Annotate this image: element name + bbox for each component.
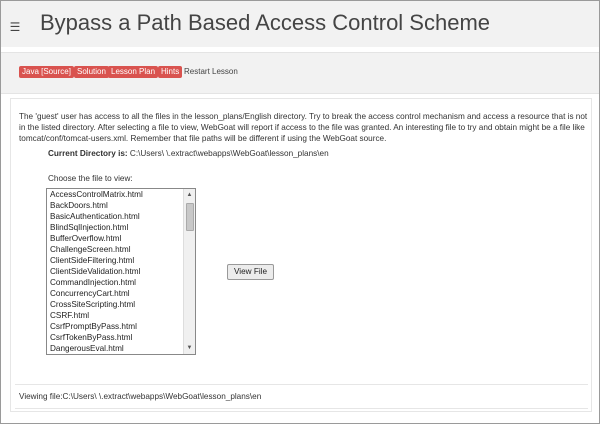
divider [15, 384, 588, 385]
page-title: Bypass a Path Based Access Control Scheme [40, 10, 491, 35]
choose-file-label: Choose the file to view: [48, 174, 133, 183]
file-list-item[interactable]: ConcurrencyCart.html [50, 289, 130, 298]
file-list-item[interactable]: ClientSideFiltering.html [50, 256, 135, 265]
file-list-item[interactable]: DangerousEval.html [50, 344, 124, 353]
lesson-plan-button[interactable]: Lesson Plan [108, 66, 158, 78]
file-list-item[interactable]: BackDoors.html [50, 201, 108, 210]
solution-button[interactable]: Solution [74, 66, 109, 78]
restart-lesson-button[interactable]: Restart Lesson [184, 67, 238, 76]
current-directory-label: Current Directory is: [48, 149, 128, 158]
scrollbar-thumb[interactable] [186, 203, 194, 231]
file-list-item[interactable]: CsrfPromptByPass.html [50, 322, 137, 331]
file-list [47, 189, 181, 354]
file-list-item[interactable]: ChallengeScreen.html [50, 245, 131, 254]
viewing-file-label: Viewing file: [19, 392, 63, 401]
viewing-file-value: C:\Users\ \.extract\webapps\WebGoat\lesson_plans\en [62, 392, 262, 401]
file-list-item[interactable]: BasicAuthentication.html [50, 212, 140, 221]
hints-button[interactable]: Hints [158, 66, 182, 78]
view-file-button[interactable]: View File [227, 264, 274, 280]
file-list-item[interactable]: CSRF.html [50, 311, 90, 320]
file-list-item[interactable]: AccessControlMatrix.html [50, 190, 143, 199]
file-listbox[interactable] [46, 188, 196, 355]
file-list-item[interactable]: ClientSideValidation.html [50, 267, 141, 276]
file-list-item[interactable]: CsrfTokenByPass.html [50, 333, 133, 342]
lesson-toolbar [1, 52, 599, 94]
divider [15, 408, 588, 409]
lesson-description: The 'guest' user has access to all the files in the lesson_plans/English directory. Try to break the access control mechanism and access a resource that is not in the listed directory. After selecting a file to view, WebGoat will report if access to the file was granted. An interesting file to try and obtain might be a file like tomcat/conf/tomcat-users.xml. Remember that file paths will be different if using the WebGoat source. [19, 112, 588, 143]
current-directory-value: C:\Users\ \.extract\webapps\WebGoat\lesson_plans\en [129, 149, 329, 158]
viewing-file [19, 392, 261, 401]
scroll-down-icon[interactable]: ▼ [186, 345, 193, 351]
hamburger-icon[interactable]: ☰ [9, 20, 21, 34]
listbox-scrollbar[interactable] [183, 189, 195, 354]
scroll-up-icon[interactable]: ▲ [186, 192, 193, 198]
page-header [1, 1, 599, 47]
file-list-item[interactable]: CrossSiteScripting.html [50, 300, 136, 309]
current-directory [48, 149, 329, 158]
java-source-button[interactable]: Java [Source] [19, 66, 74, 78]
file-list-item[interactable]: CommandInjection.html [50, 278, 137, 287]
file-list-item[interactable]: BlindSqlInjection.html [50, 223, 129, 232]
file-list-item[interactable]: BufferOverflow.html [50, 234, 122, 243]
